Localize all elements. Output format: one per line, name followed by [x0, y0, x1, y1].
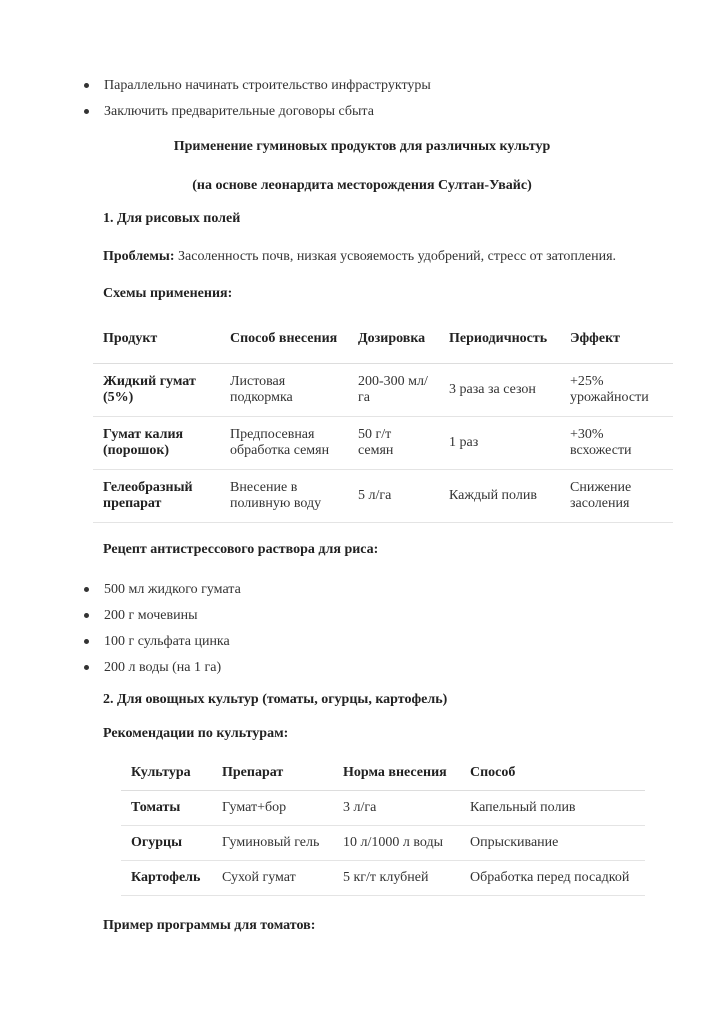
bullet-icon: [84, 665, 89, 670]
table-header-row: [93, 315, 673, 364]
list-item: [78, 102, 431, 128]
table-cell: +30% всхожести: [560, 417, 673, 470]
table-row: [93, 417, 673, 470]
list-item: [78, 632, 241, 658]
table-cell: Огурцы: [121, 826, 212, 861]
table-cell: 3 раза за сезон: [439, 364, 560, 417]
list-item-text: 200 г мочевины: [104, 608, 198, 623]
table-cell: 5 кг/т клубней: [333, 861, 460, 896]
column-header: Препарат: [212, 756, 333, 791]
table-cell: 3 л/га: [333, 791, 460, 826]
list-item-text: 200 л воды (на 1 га): [104, 660, 222, 675]
table-row: [93, 470, 673, 523]
table-cell: Гуминовый гель: [212, 826, 333, 861]
column-header: Продукт: [93, 315, 220, 364]
program-heading: Пример программы для томатов:: [103, 918, 316, 933]
table-cell: Картофель: [121, 861, 212, 896]
section2-heading: 2. Для овощных культур (томаты, огурцы, картофель): [103, 692, 448, 707]
bullet-icon: [84, 587, 89, 592]
bullet-icon: [84, 83, 89, 88]
section1-heading: 1. Для рисовых полей: [103, 211, 241, 226]
intro-bullet-list: [78, 76, 431, 128]
table-cell: Листовая подкормка: [220, 364, 348, 417]
vegetable-crops-table: [121, 756, 645, 896]
column-header: Способ: [460, 756, 645, 791]
list-item-text: Заключить предварительные договоры сбыта: [104, 104, 374, 119]
table-cell: Томаты: [121, 791, 212, 826]
table-cell: Опрыскивание: [460, 826, 645, 861]
table-cell: 10 л/1000 л воды: [333, 826, 460, 861]
column-header: Способ внесения: [220, 315, 348, 364]
column-header: Эффект: [560, 315, 673, 364]
bullet-icon: [84, 639, 89, 644]
recipe-list: [78, 580, 241, 684]
table-row: [121, 826, 645, 861]
list-item: [78, 580, 241, 606]
table-cell: Каждый полив: [439, 470, 560, 523]
table-cell: Жидкий гумат (5%): [93, 364, 220, 417]
table-row: [121, 861, 645, 896]
problems-paragraph: [103, 249, 616, 265]
table-cell: 1 раз: [439, 417, 560, 470]
list-item-text: Параллельно начинать строительство инфраструктуры: [104, 78, 431, 93]
table-row: [121, 791, 645, 826]
table-cell: 50 г/т семян: [348, 417, 439, 470]
column-header: Культура: [121, 756, 212, 791]
rice-application-table: [93, 315, 673, 523]
table-cell: 5 л/га: [348, 470, 439, 523]
recipe-heading: Рецепт антистрессового раствора для риса:: [103, 542, 379, 557]
table-cell: Сухой гумат: [212, 861, 333, 896]
table-cell: Гумат калия (порошок): [93, 417, 220, 470]
table-cell: Гелеобразный препарат: [93, 470, 220, 523]
table-cell: Снижение засоления: [560, 470, 673, 523]
column-header: Норма внесения: [333, 756, 460, 791]
list-item: [78, 76, 431, 102]
table-cell: Гумат+бор: [212, 791, 333, 826]
table-cell: +25% урожайности: [560, 364, 673, 417]
column-header: Дозировка: [348, 315, 439, 364]
problems-label: Проблемы:: [103, 249, 175, 264]
list-item: [78, 658, 241, 684]
table-cell: 200-300 мл/га: [348, 364, 439, 417]
document-title: Применение гуминовых продуктов для различных культур: [173, 139, 551, 154]
table-cell: Предпосевная обработка семян: [220, 417, 348, 470]
recommendations-heading: Рекомендации по культурам:: [103, 726, 289, 741]
list-item: [78, 606, 241, 632]
list-item-text: 100 г сульфата цинка: [104, 634, 230, 649]
table-header-row: [121, 756, 645, 791]
table-cell: Обработка перед посадкой: [460, 861, 645, 896]
document-subtitle: (на основе леонардита месторождения Султан-Увайс): [192, 178, 532, 193]
schemes-heading: Схемы применения:: [103, 286, 233, 301]
table-cell: Капельный полив: [460, 791, 645, 826]
bullet-icon: [84, 109, 89, 114]
column-header: Периодичность: [439, 315, 560, 364]
table-cell: Внесение в поливную воду: [220, 470, 348, 523]
table-row: [93, 364, 673, 417]
problems-text: Засоленность почв, низкая усвояемость удобрений, стресс от затопления.: [174, 249, 617, 264]
list-item-text: 500 мл жидкого гумата: [104, 582, 241, 597]
bullet-icon: [84, 613, 89, 618]
